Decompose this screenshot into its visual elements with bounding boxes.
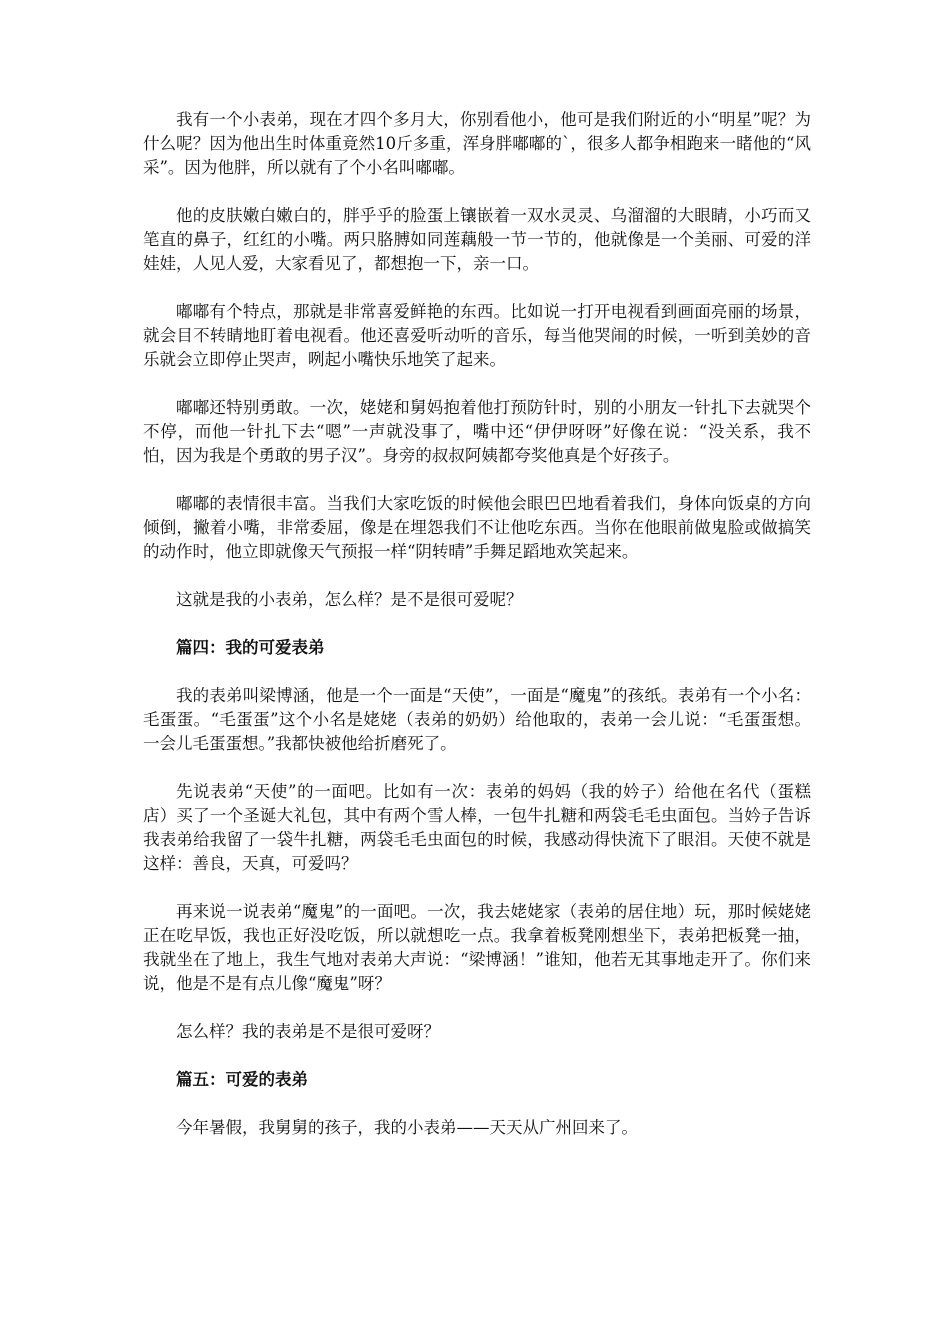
paragraph-brave: 嘟嘟还特别勇敢。一次，姥姥和舅妈抱着他打预防针时，别的小朋友一针扎下去就哭个不停，而他一针扎下去“嗯”一声就没事了，嘴中还“伊伊呀呀”好像在说：“没关系，我不怕，因为我是个勇敢的男子汉”。身旁的叔叔阿姨都夸奖他真是个好孩子。 — [143, 398, 811, 465]
paragraph-angel-side: 先说表弟“天使”的一面吧。比如有一次：表弟的妈妈（我的妗子）给他在名代（蛋糕店）买了一个圣诞大礼包，其中有两个雪人棒，一包牛扎糖和两袋毛毛虫面包。当妗子告诉我表弟给我留了一袋牛扎糖，两袋毛毛虫面包的时候，我感动得快流下了眼泪。天使不就是这样：善良，天真，可爱吗？ — [143, 782, 811, 873]
paragraph-summer: 今年暑假，我舅舅的孩子，我的小表弟——天天从广州回来了。 — [176, 1118, 638, 1137]
paragraph-section4-end: 怎么样？我的表弟是不是很可爱呀？ — [176, 1022, 440, 1041]
paragraph-cousin-name: 我的表弟叫梁博涵，他是一个一面是“天使”，一面是“魔鬼”的孩纸。表弟有一个小名：毛蛋蛋。“毛蛋蛋”这个小名是姥姥（表弟的奶奶）给他取的，表弟一会儿说：“毛蛋蛋想。一会儿毛蛋蛋想。”我都快被他给折磨死了。 — [143, 686, 811, 753]
paragraph-likes: 嘟嘟有个特点，那就是非常喜爱鲜艳的东西。比如说一打开电视看到画面亮丽的场景，就会目不转睛地盯着电视看。他还喜爱听动听的音乐，每当他哭闹的时候，一听到美妙的音乐就会立即停止哭声，咧起小嘴快乐地笑了起来。 — [143, 302, 811, 369]
paragraph-appearance: 他的皮肤嫩白嫩白的，胖乎乎的脸蛋上镶嵌着一双水灵灵、乌溜溜的大眼睛，小巧而又笔直的鼻子，红红的小嘴。两只胳膊如同莲藕般一节一节的，他就像是一个美丽、可爱的洋娃娃，人见人爱，大家看见了，都想抱一下，亲一口。 — [143, 206, 811, 273]
paragraph-conclusion: 这就是我的小表弟，怎么样？是不是很可爱呢？ — [176, 590, 523, 609]
paragraph-expressions: 嘟嘟的表情很丰富。当我们大家吃饭的时候他会眼巴巴地看着我们，身体向饭桌的方向倾倒，撇着小嘴，非常委屈，像是在埋怨我们不让他吃东西。当你在他眼前做鬼脸或做搞笑的动作时，他立即就像天气预报一样“阴转晴”手舞足蹈地欢笑起来。 — [143, 494, 811, 561]
section-heading-4: 篇四：我的可爱表弟 — [176, 638, 325, 657]
paragraph-devil-side: 再来说一说表弟“魔鬼”的一面吧。一次，我去姥姥家（表弟的居住地）玩，那时候姥姥正在吃早饭，我也正好没吃饭，所以就想吃一点。我拿着板凳刚想坐下，表弟把板凳一抽，我就坐在了地上，我生气地对表弟大声说：“梁博涵！”谁知，他若无其事地走开了。你们来说，他是不是有点儿像“魔鬼”呀？ — [143, 902, 811, 993]
paragraph-intro: 我有一个小表弟，现在才四个多月大，你别看他小，他可是我们附近的小“明星”呢？为什么呢？因为他出生时体重竟然10斤多重，浑身胖嘟嘟的`，很多人都争相跑来一睹他的“风采”。因为他胖，所以就有了个小名叫嘟嘟。 — [143, 110, 811, 177]
document-page — [143, 108, 811, 1140]
section-heading-5: 篇五：可爱的表弟 — [176, 1070, 308, 1089]
